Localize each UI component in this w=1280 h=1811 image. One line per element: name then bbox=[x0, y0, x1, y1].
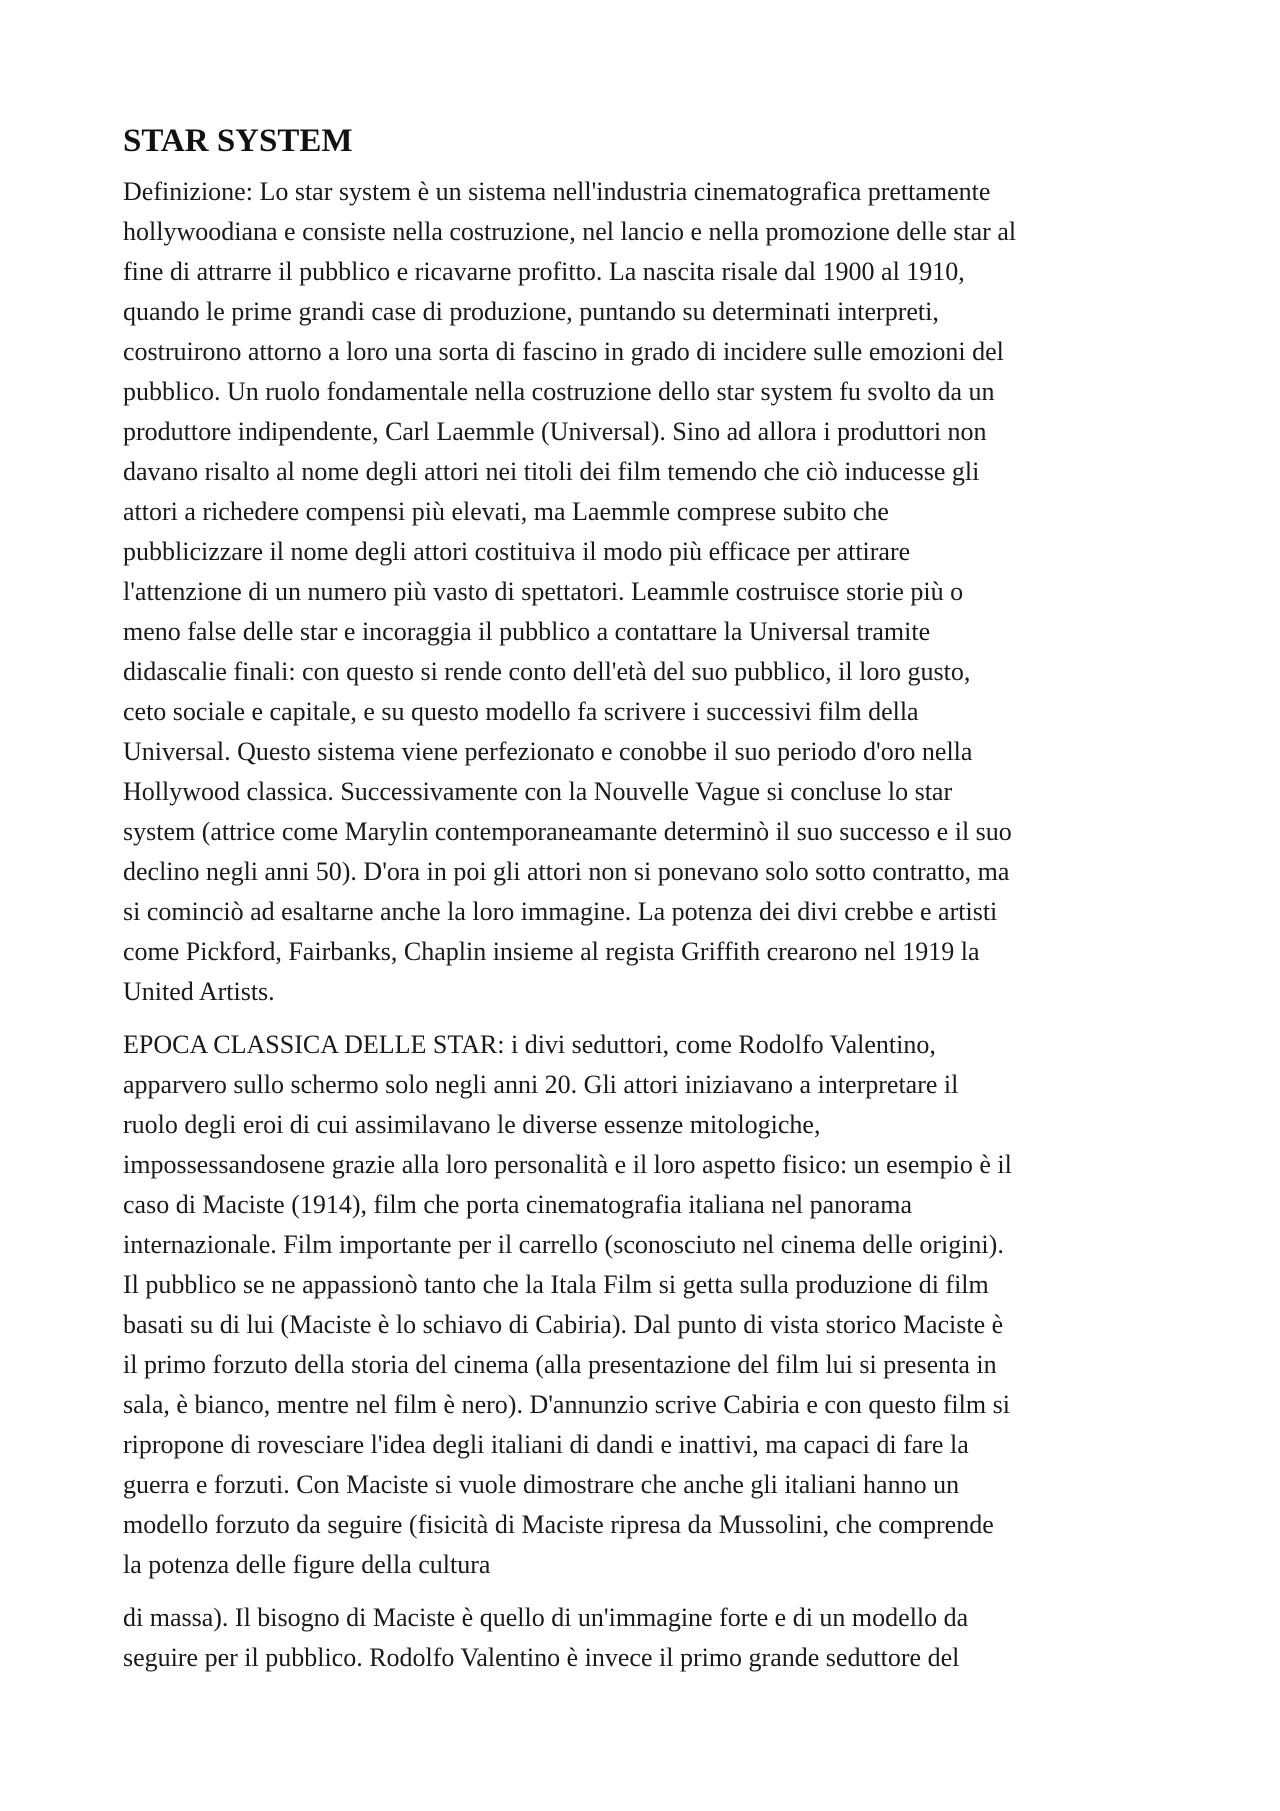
text-line: basati su di lui (Maciste è lo schiavo di Cabiria). Dal punto di vista storico Maciste è bbox=[123, 1310, 1004, 1339]
text-line: declino negli anni 50). D'ora in poi gli attori non si ponevano solo sotto contratto, ma bbox=[123, 857, 1010, 886]
text-line: Definizione: Lo star system è un sistema nell'industria cinematografica prettamente bbox=[123, 177, 991, 206]
text-line: ripropone di rovesciare l'idea degli italiani di dandi e inattivi, ma capaci di fare la bbox=[123, 1430, 969, 1459]
text-line: quando le prime grandi case di produzione, puntando su determinati interpreti, bbox=[123, 297, 939, 326]
text-line: pubblico. Un ruolo fondamentale nella costruzione dello star system fu svolto da un bbox=[123, 377, 995, 406]
text-line: fine di attrarre il pubblico e ricavarne profitto. La nascita risale dal 1900 al 1910, bbox=[123, 257, 965, 286]
text-line: Il pubblico se ne appassionò tanto che la Itala Film si getta sulla produzione di film bbox=[123, 1270, 989, 1299]
text-line: caso di Maciste (1914), film che porta cinematografia italiana nel panorama bbox=[123, 1190, 913, 1219]
text-line: si cominciò ad esaltarne anche la loro immagine. La potenza dei divi crebbe e artisti bbox=[123, 897, 998, 926]
text-line: davano risalto al nome degli attori nei titoli dei film temendo che ciò inducesse gli bbox=[123, 457, 980, 486]
text-line: meno false delle star e incoraggia il pubblico a contattare la Universal tramite bbox=[123, 617, 931, 646]
paragraph-2 bbox=[123, 1025, 1163, 1585]
text-line: internazionale. Film importante per il carrello (sconosciuto nel cinema delle origini). bbox=[123, 1230, 1004, 1259]
text-line: seguire per il pubblico. Rodolfo Valentino è invece il primo grande seduttore del bbox=[123, 1643, 960, 1672]
paragraph-3 bbox=[123, 1598, 1163, 1678]
text-line: EPOCA CLASSICA DELLE STAR: i divi seduttori, come Rodolfo Valentino, bbox=[123, 1030, 936, 1059]
text-line: didascalie finali: con questo si rende conto dell'età del suo pubblico, il loro gusto, bbox=[123, 657, 971, 686]
document-body bbox=[123, 118, 1163, 1691]
text-line: system (attrice come Marylin contemporaneamante determinò il suo successo e il suo bbox=[123, 817, 1012, 846]
text-line: costruirono attorno a loro una sorta di fascino in grado di incidere sulle emozioni del bbox=[123, 337, 1004, 366]
paragraph-1 bbox=[123, 172, 1163, 1012]
text-line: guerra e forzuti. Con Maciste si vuole dimostrare che anche gli italiani hanno un bbox=[123, 1470, 960, 1499]
text-line: modello forzuto da seguire (fisicità di Maciste ripresa da Mussolini, che comprende bbox=[123, 1510, 994, 1539]
text-line: la potenza delle figure della cultura bbox=[123, 1550, 491, 1579]
text-line: ruolo degli eroi di cui assimilavano le diverse essenze mitologiche, bbox=[123, 1110, 821, 1139]
text-line: apparvero sullo schermo solo negli anni 20. Gli attori iniziavano a interpretare il bbox=[123, 1070, 959, 1099]
text-line: il primo forzuto della storia del cinema (alla presentazione del film lui si presenta in bbox=[123, 1350, 997, 1379]
document-title: STAR SYSTEM bbox=[123, 123, 353, 159]
text-line: produttore indipendente, Carl Laemmle (Universal). Sino ad allora i produttori non bbox=[123, 417, 987, 446]
paragraph-list bbox=[123, 172, 1163, 1678]
text-line: l'attenzione di un numero più vasto di spettatori. Leammle costruisce storie più o bbox=[123, 577, 964, 606]
text-line: United Artists. bbox=[123, 977, 275, 1006]
text-line: Universal. Questo sistema viene perfezionato e conobbe il suo periodo d'oro nella bbox=[123, 737, 973, 766]
text-line: sala, è bianco, mentre nel film è nero). D'annunzio scrive Cabiria e con questo film si bbox=[123, 1390, 1010, 1419]
text-line: pubblicizzare il nome degli attori costituiva il modo più efficace per attirare bbox=[123, 537, 911, 566]
text-line: impossessandosene grazie alla loro personalità e il loro aspetto fisico: un esempio è il bbox=[123, 1150, 1012, 1179]
text-line: come Pickford, Fairbanks, Chaplin insieme al regista Griffith crearono nel 1919 la bbox=[123, 937, 980, 966]
text-line: Hollywood classica. Successivamente con la Nouvelle Vague si concluse lo star bbox=[123, 777, 953, 806]
text-line: hollywoodiana e consiste nella costruzione, nel lancio e nella promozione delle star al bbox=[123, 217, 1017, 246]
text-line: di massa). Il bisogno di Maciste è quello di un'immagine forte e di un modello da bbox=[123, 1603, 969, 1632]
text-line: attori a richedere compensi più elevati, ma Laemmle comprese subito che bbox=[123, 497, 889, 526]
text-line: ceto sociale e capitale, e su questo modello fa scrivere i successivi film della bbox=[123, 697, 919, 726]
